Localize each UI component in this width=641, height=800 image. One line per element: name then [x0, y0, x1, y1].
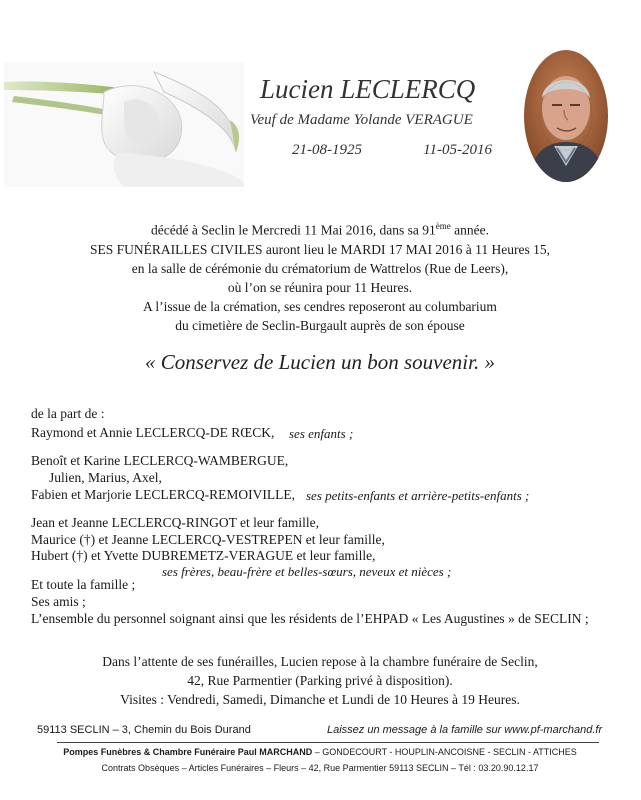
friends: Ses amis ;	[31, 594, 86, 609]
grandchildren-line-1: Benoît et Karine LECLERCQ-WAMBERGUE,	[31, 453, 289, 468]
company-locations: – GONDECOURT - HOUPLIN-ANCOISNE - SECLIN - ATTICHES	[312, 747, 577, 757]
announcement-line-4: où l’on se réunira pour 11 Heures.	[227, 279, 413, 295]
life-dates	[292, 142, 492, 159]
announcement-line-6: du cimetière de Seclin-Burgault auprès de son épouse	[175, 317, 465, 333]
siblings-relation: ses frères, beau-frère et belles-sœurs, neveux et nièces ;	[162, 564, 452, 579]
children-relation: ses enfants ;	[289, 426, 354, 441]
grandchildren-relation: ses petits-enfants et arrière-petits-enfants ;	[306, 488, 530, 503]
announcement	[40, 217, 600, 335]
ordinal-suffix: ème	[435, 221, 451, 231]
family-intro: de la part de :	[31, 406, 105, 421]
care-staff: L’ensemble du personnel soignant ainsi que les résidents de l’EHPAD « Les Augustines » de SECLIN ;	[31, 611, 589, 626]
portrait-photo	[524, 50, 608, 182]
grandchildren-line-3: Fabien et Marjorie LECLERCQ-REMOIVILLE,	[31, 487, 295, 502]
announcement-line-5: A l’issue de la crémation, ses cendres reposeront au columbarium	[143, 298, 497, 314]
children-names: Raymond et Annie LECLERCQ-DE RŒCK,	[31, 425, 275, 440]
announcement-line-3: en la salle de cérémonie du crématorium de Wattrelos (Rue de Leers),	[131, 260, 509, 276]
announcement-line-1	[40, 217, 600, 240]
web-message: Laissez un message à la famille sur www.pf-marchand.fr	[327, 724, 603, 736]
funeral-home-info	[40, 652, 600, 709]
announcement-line-1-text: décédé à Seclin le Mercredi 11 Mai 2016, dans sa 91	[150, 222, 436, 238]
birth-date: 21-08-1925	[292, 142, 362, 158]
funeral-home-line-2: 42, Rue Parmentier (Parking privé à disposition).	[187, 673, 453, 688]
memorial-quote: « Conservez de Lucien un bon souvenir. »	[145, 350, 495, 374]
company-name: Pompes Funèbres & Chambre Funéraire Paul MARCHAND	[63, 747, 313, 757]
funeral-home-line-3: Visites : Vendredi, Samedi, Dimanche et Lundi de 10 Heures à 19 Heures.	[120, 692, 520, 707]
widow-of: Veuf de Madame Yolande VERAGUE	[250, 112, 473, 128]
announcement-line-1-end: année.	[450, 222, 489, 238]
company-services: Contrats Obsèques – Articles Funéraires – Fleurs – 42, Rue Parmentier 59113 SECLIN – Tél : 03.20.90.12.17	[101, 763, 539, 773]
company-name-line	[40, 747, 600, 757]
siblings-line-1: Jean et Jeanne LECLERCQ-RINGOT et leur famille,	[31, 515, 320, 530]
siblings-line-2: Maurice (†) et Jeanne LECLERCQ-VESTREPEN et leur famille,	[31, 532, 385, 547]
announcement-line-2: SES FUNÉRAILLES CIVILES auront lieu le MARDI 17 MAI 2016 à 11 Heures 15,	[90, 241, 550, 257]
grandchildren-line-2: Julien, Marius, Axel,	[49, 470, 162, 485]
death-date: 11-05-2016	[423, 142, 492, 158]
all-family: Et toute la famille ;	[31, 577, 136, 592]
calla-lily-image	[4, 62, 244, 187]
siblings-line-3: Hubert (†) et Yvette DUBREMETZ-VERAGUE et leur famille,	[31, 548, 376, 563]
footer-divider	[57, 742, 599, 743]
funeral-home-line-1: Dans l’attente de ses funérailles, Lucien repose à la chambre funéraire de Seclin,	[102, 654, 538, 669]
company-address: 59113 SECLIN – 3, Chemin du Bois Durand	[37, 724, 251, 736]
deceased-name: Lucien LECLERCQ	[260, 74, 476, 104]
